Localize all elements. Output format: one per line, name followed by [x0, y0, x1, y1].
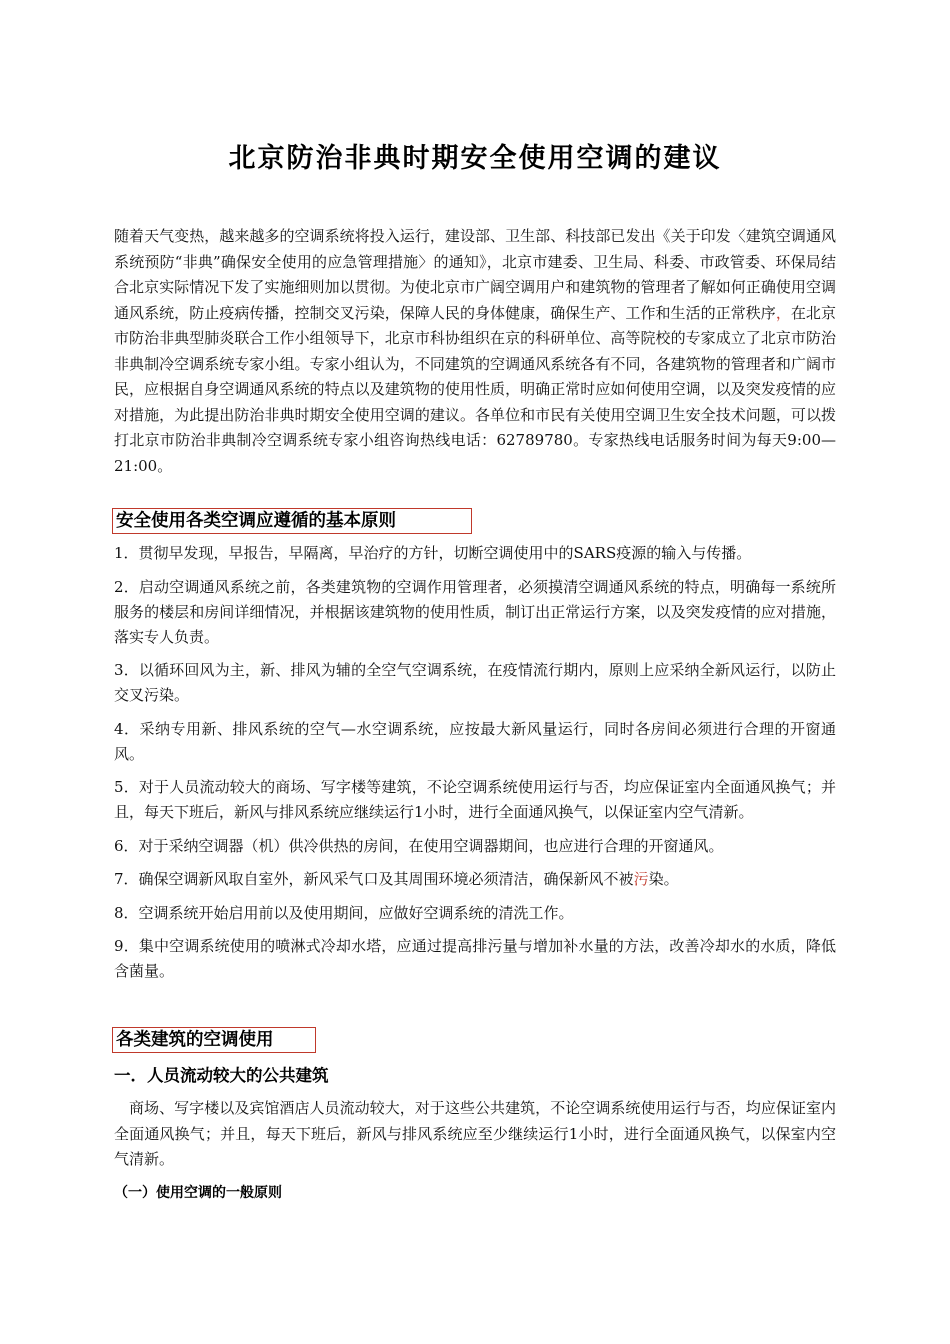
document-title: 北京防治非典时期安全使用空调的建议 [228, 143, 722, 174]
list-item [114, 867, 836, 892]
list-item: 9．集中空调系统使用的喷淋式冷却水塔，应通过提高排污量与增加补水量的方法，改善冷却水的水质，降低含菌量。 [114, 937, 836, 980]
list-item: 1．贯彻早发现，早报告，早隔离，早治疗的方针，切断空调使用中的SARS疫源的输入与传播。 [114, 544, 752, 562]
item7-red-char: 污 [633, 870, 649, 888]
intro-red-mark: ， [775, 303, 791, 322]
list-item: 8．空调系统开始启用前以及使用期间，应做好空调系统的清洗工作。 [114, 903, 574, 922]
intro-paragraph [114, 224, 836, 479]
list-item: 4．采纳专用新、排风系统的空气—水空调系统，应按最大新风量运行，同时各房间必须进行合理的开窗通风。 [114, 719, 836, 763]
list-item: 2．启动空调通风系统之前，各类建筑物的空调作用管理者，必须摸清空调通风系统的特点，明确每一系统所服务的楼层和房间详细情况，并根据该建筑物的使用性质，制订出正常运行方案，以及突发疫情的应对措施，落实专人负责。 [114, 577, 836, 646]
public-buildings-paragraph: 商场、写字楼以及宾馆酒店人员流动较大，对于这些公共建筑，不论空调系统使用运行与否，均应保证室内全面通风换气；并且，每天下班后，新风与排风系统应至少继续运行1小时，进行全面通风换气，以保室内空气清新。 [114, 1099, 836, 1168]
list-item: 3．以循环回风为主，新、排风为辅的全空气空调系统，在疫情流行期内，原则上应采纳全新风运行，以防止交叉污染。 [114, 661, 836, 704]
intro-text-a: 随着天气变热，越来越多的空调系统将投入运行，建设部、卫生部、科技部已发出《关于印发〈建筑空调通风系统预防“非典”确保安全使用的应急管理措施〉的通知》，北京市建委、卫生局、科委、市政管委、环保局结合北京实际情况下发了实施细则加以贯彻。为使北京市广阔空调用户和建筑物的管理者了解如何正确使用空调通风系统，防止疫病传播，控制交叉污染，保障人民的身体健康，确保生产、工作和生活的正常秩序 [114, 227, 836, 322]
subheading-public-buildings: 一．人员流动较大的公共建筑 [114, 1066, 329, 1085]
section-heading-principles: 安全使用各类空调应遵循的基本原则 [112, 508, 472, 534]
section-heading-buildings: 各类建筑的空调使用 [112, 1027, 316, 1053]
item7-text-a: 7．确保空调新风取自室外，新风采气口及其周围环境必须清洁，确保新风不被 [114, 870, 634, 888]
item7-text-b: 染。 [648, 870, 679, 888]
subsubheading-general-principles: （一）使用空调的一般原则 [114, 1185, 282, 1201]
list-item: 5．对于人员流动较大的商场、写字楼等建筑，不论空调系统使用运行与否，均应保证室内全面通风换气；并且，每天下班后，新风与排风系统应继续运行1小时，进行全面通风换气，以保证室内空气清新。 [114, 778, 836, 821]
list-item: 6．对于采纳空调器（机）供冷供热的房间，在使用空调器期间，也应进行合理的开窗通风。 [114, 836, 724, 855]
intro-text-b: 在北京市防治非典型肺炎联合工作小组领导下，北京市科协组织在京的科研单位、高等院校的专家成立了北京市防治非典制冷空调系统专家小组。专家小组认为，不同建筑的空调通风系统各有不同，各建筑物的管理者和广阔市民，应根据自身空调通风系统的特点以及建筑物的使用性质，明确正常时应如何使用空调，以及突发疫情的应对措施，为此提出防治非典时期安全使用空调的建议。各单位和市民有关使用空调卫生安全技术问题，可以拨打北京市防治非典制冷空调系统专家小组咨询热线电话：62789780。专家热线电话服务时间为每天9:00—21:00。 [114, 303, 836, 475]
principles-list [114, 541, 836, 993]
